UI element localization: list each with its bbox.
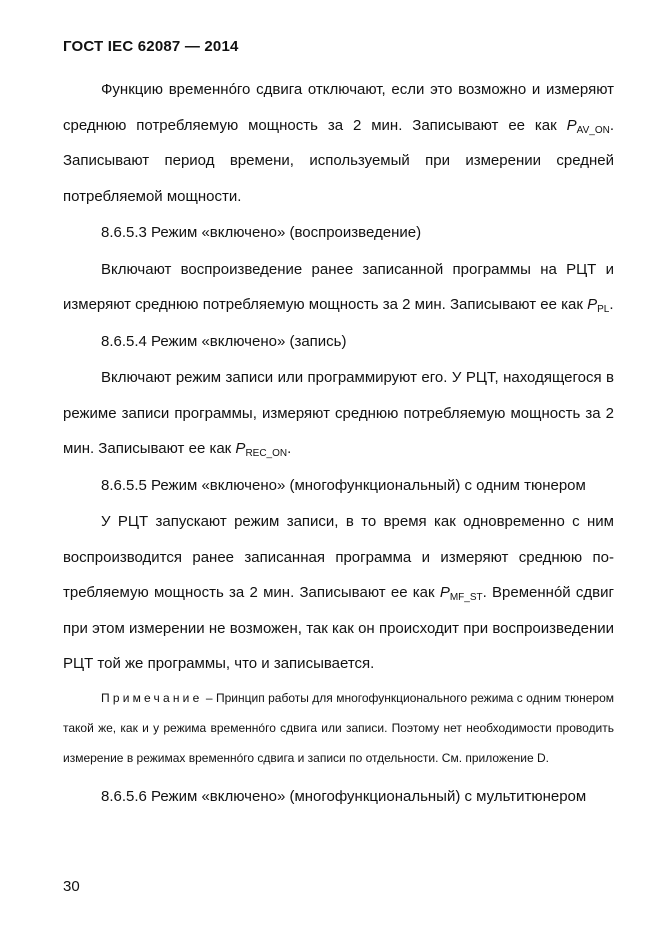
section-heading-8-6-5-6: 8.6.5.6 Режим «включено» (многофункциональный) с мультитюнером bbox=[101, 787, 587, 805]
paragraph-multifunction bbox=[63, 504, 614, 682]
document-body bbox=[63, 72, 614, 815]
power-symbol: P bbox=[566, 116, 577, 134]
paragraph-tail: . bbox=[609, 296, 614, 313]
note-label: Примечание bbox=[101, 690, 203, 705]
power-symbol: P bbox=[439, 584, 450, 601]
paragraph-time-shift bbox=[63, 72, 614, 214]
power-subscript: PL bbox=[597, 304, 610, 315]
note-dash: – bbox=[202, 690, 216, 705]
paragraph-text: У РЦТ запускают режим записи, в то время как одновременно с ним воспроизводится ранее записанная программа и измеряют среднюю потребляемую мощность за 2 мин. Записывают ее как bbox=[63, 513, 614, 601]
power-symbol: P bbox=[587, 296, 598, 313]
section-heading-8-6-5-3: 8.6.5.3 Режим «включено» (воспроизведение) bbox=[101, 224, 422, 241]
paragraph-playback bbox=[63, 252, 614, 323]
power-subscript: REC_ON bbox=[245, 448, 288, 459]
paragraph-tail: . bbox=[287, 440, 292, 457]
page-number: 30 bbox=[63, 878, 80, 895]
paragraph-tail: . Временнóй сдвиг при этом измерении не возможен, так как он происходит при воспроизведении РЦТ той же программы, что и записывается. bbox=[63, 584, 614, 672]
paragraph-text: Функцию временнóго сдвига отключают, если это возможно и измеряют среднюю потребляемую мощность за 2 мин. Записывают ее как bbox=[63, 81, 614, 134]
paragraph-recording bbox=[63, 360, 614, 467]
power-symbol: P bbox=[235, 440, 246, 457]
power-subscript: MF_ST bbox=[449, 592, 483, 603]
power-subscript: AV_ON bbox=[576, 124, 610, 136]
note-block bbox=[63, 683, 614, 773]
paragraph-text: Включают воспроизведение ранее записанной программы на РЦТ и измеряют среднюю потребляемую мощность за 2 мин. Записывают ее как bbox=[63, 260, 614, 313]
document-header: ГОСТ IEC 62087 — 2014 bbox=[63, 38, 239, 55]
paragraph-tail: . Записывают период времени, используемый при измерении средней потребляемой мощности. bbox=[63, 116, 614, 205]
note-text: Принцип работы для многофункционального режима с одним тюнером такой же, как и у режима временнóго сдвига или записи. Поэтому нет необходимости проводить измерение в режимах временнóго сдвига и записи по отдельности. См. приложение D. bbox=[63, 690, 614, 765]
paragraph-text: Включают режим записи или программируют его. У РЦТ, находящегося в режиме записи программы, измеряют среднюю потребляемую мощность за 2 мин. Записывают ее как bbox=[63, 369, 614, 457]
section-heading-8-6-5-4: 8.6.5.4 Режим «включено» (запись) bbox=[101, 332, 347, 350]
section-heading-8-6-5-5: 8.6.5.5 Режим «включено» (многофункциональный) с одним тюнером bbox=[101, 476, 586, 494]
